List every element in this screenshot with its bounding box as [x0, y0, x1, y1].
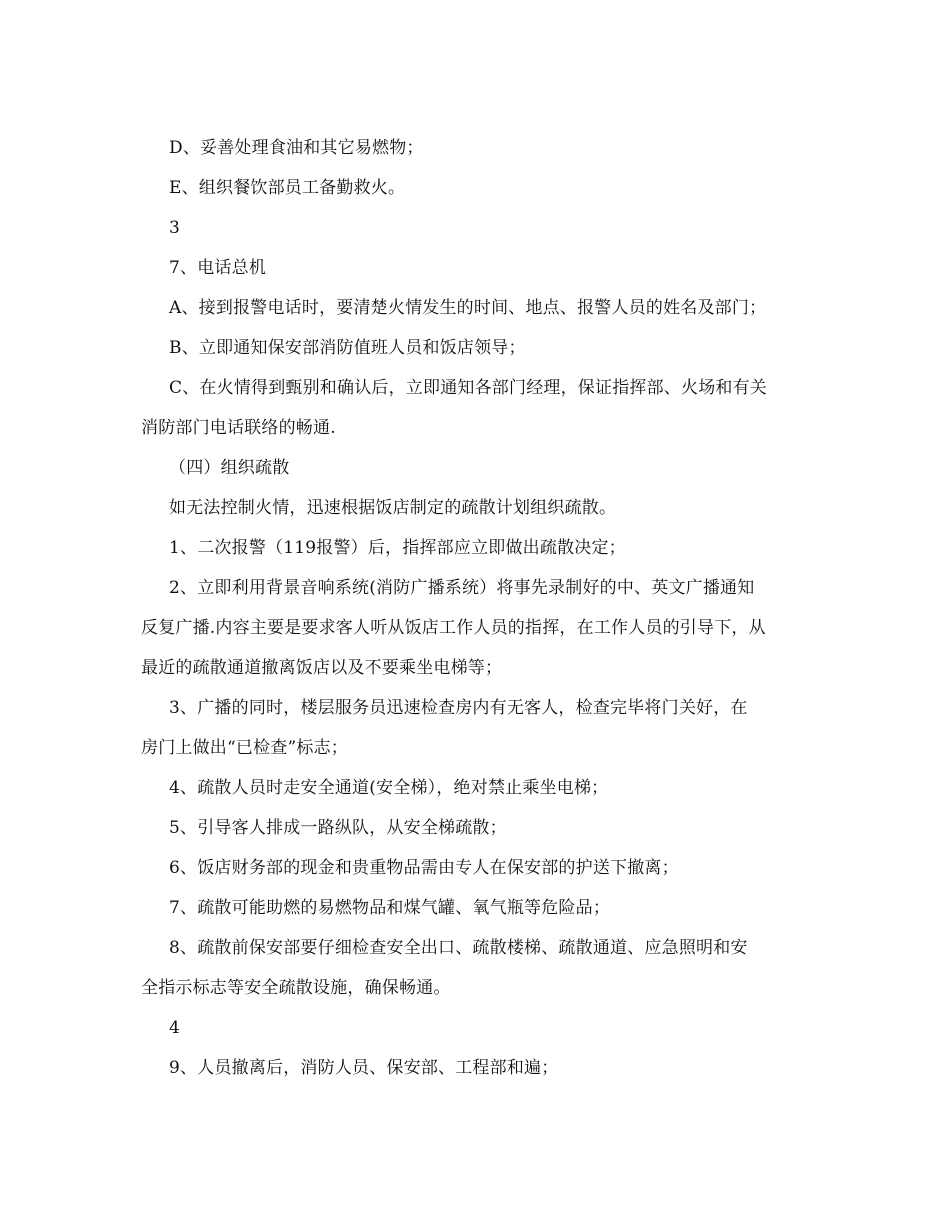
paragraph: [141, 288, 813, 328]
text-line: 全指示标志等安全疏散设施，确保畅通。: [141, 978, 451, 998]
text-line: 房门上做出“已检查”标志；: [141, 738, 348, 758]
text-line: 8、疏散前保安部要仔细检查安全出口、疏散楼梯、疏散通道、应急照明和安: [169, 938, 748, 958]
text-line: 4、疏散人员时走安全通道(安全梯），绝对禁止乘坐电梯；: [169, 778, 609, 798]
text-line: 最近的疏散通道撤离饭店以及不要乘坐电梯等；: [141, 658, 503, 678]
paragraph: [141, 848, 813, 888]
paragraph: [141, 368, 813, 448]
paragraph: [141, 1048, 813, 1088]
text-line: 6、饭店财务部的现金和贵重物品需由专人在保安部的护送下撤离；: [169, 858, 679, 878]
text-line: 如无法控制火情，迅速根据饭店制定的疏散计划组织疏散。: [169, 498, 617, 518]
paragraph: [141, 888, 813, 928]
text-line: D、妥善处理食油和其它易燃物；: [169, 138, 424, 158]
text-line: 2、立即利用背景音响系统(消防广播系统）将事先录制好的中、英文广播通知: [169, 578, 755, 598]
paragraph: [141, 808, 813, 848]
paragraph: [141, 528, 813, 568]
paragraph: [141, 928, 813, 1008]
text-line: 7、疏散可能助燃的易燃物品和煤气罐、氧气瓶等危险品；: [169, 898, 611, 918]
paragraph: [141, 168, 813, 208]
paragraph: [141, 328, 813, 368]
paragraph: [141, 208, 813, 248]
paragraph: [141, 248, 813, 288]
text-line: 9、人员撤离后，消防人员、保安部、工程部和遍；: [169, 1058, 559, 1078]
text-line: 4: [169, 1018, 181, 1038]
paragraph: [141, 768, 813, 808]
text-line: B、立即通知保安部消防值班人员和饭店领导；: [169, 338, 526, 358]
paragraph: [141, 1008, 813, 1048]
text-line: 5、引导客人排成一路纵队，从安全梯疏散；: [169, 818, 507, 838]
text-line: 1、二次报警（119报警）后，指挥部应立即做出疏散决定；: [169, 538, 626, 558]
paragraph: [141, 568, 813, 688]
text-line: E、组织餐饮部员工备勤救火。: [169, 178, 406, 198]
text-line: 3、广播的同时，楼层服务员迅速检查房内有无客人，检查完毕将门关好，在: [169, 698, 748, 718]
text-line: 3: [169, 218, 181, 238]
paragraph: [141, 448, 813, 488]
document-body: [141, 128, 813, 1088]
text-line: A、接到报警电话时，要清楚火情发生的时间、地点、报警人员的姓名及部门；: [169, 298, 767, 318]
paragraph: [141, 128, 813, 168]
text-line: C、在火情得到甄别和确认后，立即通知各部门经理，保证指挥部、火场和有关: [169, 378, 768, 398]
paragraph: [141, 688, 813, 768]
paragraph: [141, 488, 813, 528]
text-line: 7、电话总机: [169, 258, 267, 278]
text-line: 消防部门电话联络的畅通.: [141, 418, 336, 438]
text-line: （四）组织疏散: [169, 458, 290, 478]
text-line: 反复广播.内容主要是要求客人听从饭店工作人员的指挥，在工作人员的引导下，从: [141, 618, 766, 638]
